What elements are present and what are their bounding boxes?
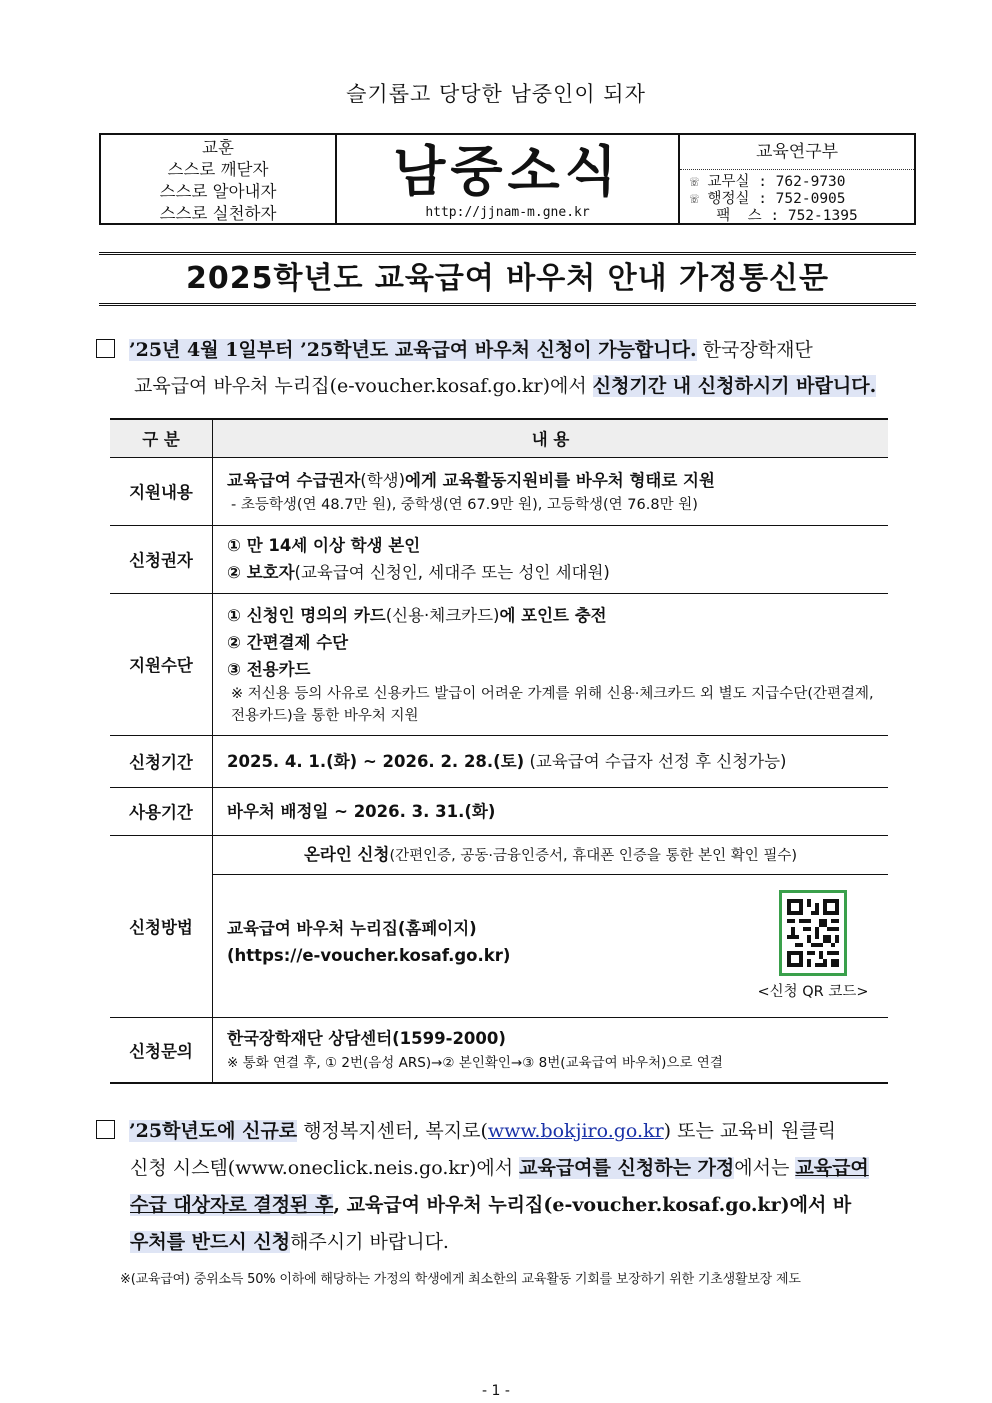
intro-highlight: ’25년 4월 1일부터 ’25학년도 교육급여 바우처 신청이 가능합니다. [129,339,697,361]
creed-line: 스스로 실천하자 [159,204,277,223]
page-number: - 1 - [482,1383,510,1399]
row-label: 신청권자 [110,525,213,593]
intro-paragraph [96,332,906,404]
creed-title: 교훈 [202,138,234,157]
qr-code-icon[interactable] [779,890,847,976]
new-applicant-paragraph [96,1113,906,1261]
creed-line: 스스로 깨닫자 [167,160,269,179]
cell-note: ※ 저신용 등의 사유로 신용카드 발급이 어려운 가계를 위해 신용·체크카드 외 별도 지급수단(간편결제, 전용카드)을 통한 바우처 지원 [231,685,874,724]
cell-text: ② 간편결제 수단 [227,632,349,652]
para-highlight: 교육급여 [795,1157,869,1179]
row-label: 신청문의 [110,1017,213,1083]
row-label: 지원내용 [110,457,213,525]
cell-text: 2025. 4. 1.(화) ~ 2026. 2. 28.(토) [227,751,525,771]
para-text: 행정복지센터, 복지로( [297,1120,488,1142]
para-text: 신청 시스템(www.oneclick.neis.go.kr)에서 [130,1157,520,1179]
para-text: , 교육급여 바우처 누리집(e-voucher.kosaf.go.kr)에서 바 [333,1194,852,1216]
para-text: 에서는 [734,1157,796,1179]
online-apply [213,836,888,875]
cell-text: 바우처 배정일 ~ 2026. 3. 31.(화) [227,801,496,821]
cell-text: ① 만 14세 이상 학생 본인 [227,536,421,555]
contact-info [680,135,914,223]
cell-text: ② 보호자 [227,563,295,582]
newsletter-name: 남중소식 [393,140,622,203]
cell-text: 교육급여 수급권자 [227,470,361,490]
cell-text: (교육급여 신청인, 세대주 또는 성인 세대원) [294,563,610,582]
row-label: 신청방법 [110,835,213,1017]
document-title: 2025학년도 교육급여 바우처 안내 가정통신문 [99,252,916,306]
intro-highlight: 신청기간 내 신청하시기 바랍니다. [592,375,877,397]
cell-text: (간편인증, 공동·금융인증서, 휴대폰 인증을 통한 본인 확인 필수) [389,847,798,864]
cell-text: (학생) [360,470,406,490]
school-motto: 슬기롭고 당당한 남중인이 되자 [346,82,646,106]
newsletter-header [99,133,916,225]
cell-text: ① 신청인 명의의 카드 [227,605,386,625]
school-creed [101,135,337,223]
cell-text: 에 포인트 충전 [499,605,607,625]
cell-text: ③ 전용카드 [227,659,311,679]
cell-text: - 초등학생(연 48.7만 원), 중학생(연 67.9만 원), 고등학생(연 76.8만 원) [231,496,698,513]
para-highlight: 교육급여를 신청하는 가정 [519,1157,735,1179]
table-header: 구 분 [110,419,213,457]
table-header: 내 용 [213,419,889,457]
cell-text: 한국장학재단 상담센터(1599-2000) [227,1029,506,1049]
intro-text: 한국장학재단 [696,339,813,361]
cell-text: 온라인 신청 [303,844,390,864]
qr-caption: <신청 QR 코드> [757,984,869,1000]
bokjiro-link[interactable]: www.bokjiro.go.kr [487,1120,664,1142]
creed-line: 스스로 알아내자 [159,182,277,201]
intro-text: 교육급여 바우처 누리집(e-voucher.kosaf.go.kr)에서 [134,375,593,397]
cell-text: 에게 교육활동지원비를 바우처 형태로 지원 [405,470,715,490]
footnote: ※(교육급여) 중위소득 50% 이하에 해당하는 가정의 학생에게 최소한의 교육활동 기회를 보장하기 위한 기초생활보장 제도 [120,1272,801,1287]
voucher-info-table [110,418,888,1084]
department: 교육연구부 [680,135,914,170]
cell-text: (교육급여 수급자 선정 후 신청가능) [524,751,787,771]
checkbox-icon [96,1120,115,1139]
cell-text: 교육급여 바우처 누리집(홈페이지) [227,918,477,938]
school-url[interactable]: http://jjnam-m.gne.kr [425,205,590,220]
para-highlight: 수급 대상자로 결정된 후 [130,1194,334,1216]
voucher-site-link[interactable]: (https://e-voucher.kosaf.go.kr) [227,945,511,965]
phone-line: ☏ 행정실 : 752-0905 [690,191,846,207]
phone-line: 팩 스 : 752-1395 [690,208,858,224]
phone-line: ☏ 교무실 : 762-9730 [690,174,846,190]
checkbox-icon [96,339,115,358]
row-label: 사용기간 [110,787,213,835]
row-label: 지원수단 [110,593,213,735]
para-highlight: 우처를 반드시 신청 [130,1231,291,1253]
para-highlight: ’25학년도에 신규로 [129,1120,298,1142]
newsletter-masthead [337,135,680,223]
row-label: 신청기간 [110,735,213,787]
qr-code-graphic [787,898,839,968]
para-text: 해주시기 바랍니다. [290,1231,449,1253]
cell-note: ※ 통화 연결 후, ① 2번(음성 ARS)→② 본인확인→③ 8번(교육급여 바우처)으로 연결 [227,1055,723,1072]
para-text: ) 또는 교육비 원클릭 [663,1120,837,1142]
cell-text: (신용·체크카드) [385,605,500,625]
